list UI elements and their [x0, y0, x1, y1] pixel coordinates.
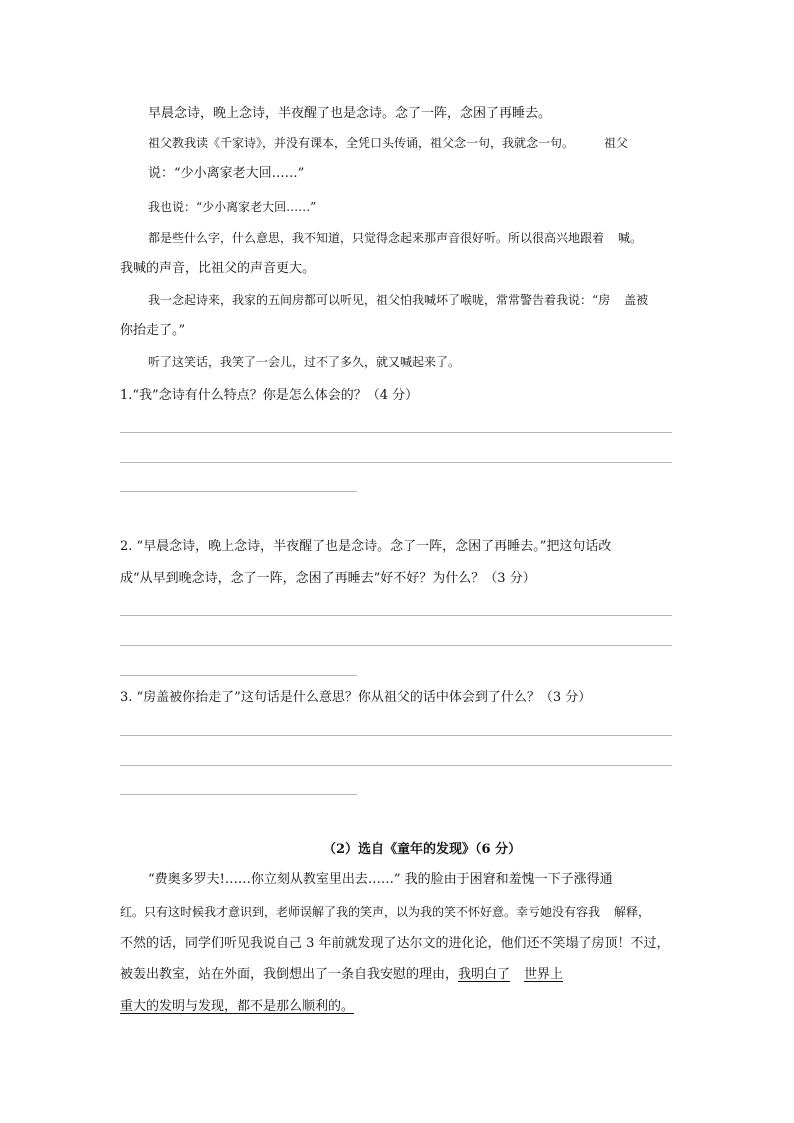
- question-2-line-1: 2. “早晨念诗，晚上念诗，半夜醒了也是念诗。念了一阵，念困了再睡去。”把这句话改: [120, 539, 612, 554]
- section2-line-1: “费奥多罗夫!……你立刻从教室里出去……” 我的脸由于困窘和羞愧一下子涨得通: [148, 872, 613, 887]
- passage-line-5: [148, 232, 642, 244]
- section2-line-2-text: 红。只有这时候我才意识到，老师误解了我的笑声，以为我的笑不怀好意。幸亏她没有容我: [120, 905, 601, 919]
- passage-line-1: 早晨念诗，晚上念诗，半夜醒了也是念诗。念了一阵，念困了再睡去。: [148, 106, 552, 121]
- section-heading: （2）选自《童年的发现》（6 分）: [323, 842, 522, 857]
- answer-line[interactable]: [120, 794, 357, 795]
- section2-line-2-tail: 解释，: [614, 905, 651, 919]
- passage-line-7-text: 我一念起诗来，我家的五间房都可以听见，祖父怕我喊坏了喉咙，常常警告着我说：“房: [148, 293, 611, 307]
- underlined-sentence-part-3: 重大的发明与发现，都不是那么顺利的。: [120, 999, 355, 1014]
- question-1: 1.“我”念诗有什么特点？你是怎么体会的？（4 分）: [120, 388, 419, 403]
- passage-line-5-text: 都是些什么字，什么意思，我不知道，只觉得念起来那声音很好听。所以很高兴地跟着: [148, 231, 605, 245]
- passage-line-9: 听了这笑话，我笑了一会儿，过不了多久，就又喊起来了。: [148, 355, 461, 369]
- underlined-sentence-part-2: 世界上: [524, 967, 564, 982]
- answer-line[interactable]: [120, 432, 672, 433]
- section2-line-4-text: 被轰出教室，站在外面，我倒想出了一条自我安慰的理由，: [120, 967, 459, 982]
- answer-line[interactable]: [120, 735, 672, 736]
- passage-line-4: 我也说：“少小离家老大回……”: [148, 200, 317, 214]
- answer-line[interactable]: [120, 491, 357, 492]
- answer-line[interactable]: [120, 462, 672, 463]
- passage-line-5-tail: 喊。: [618, 231, 643, 245]
- passage-line-2-tail: 祖父: [604, 136, 629, 150]
- answer-line[interactable]: [120, 765, 672, 766]
- section2-line-3: 不然的话，同学们听见我说自己 3 年前就发现了达尔文的进化论，他们还不笑塌了房顶！不过，: [120, 936, 670, 951]
- passage-line-3: 说：“少小离家老大回……”: [148, 166, 305, 181]
- underlined-sentence-part-1: 我明白了: [458, 967, 511, 982]
- question-3: 3. “房盖被你抬走了”这句话是什么意思？你从祖父的话中体会到了什么？（3 分）: [120, 690, 592, 705]
- answer-line[interactable]: [120, 615, 672, 616]
- section2-line-4: [120, 968, 563, 981]
- passage-line-7: [148, 294, 648, 306]
- passage-line-2-text: 祖父教我读《千家诗》，并没有课本，全凭口头传诵，祖父念一句，我就念一句。: [148, 136, 575, 150]
- passage-line-2: [148, 137, 628, 149]
- passage-line-7-tail: 盖被: [624, 293, 649, 307]
- answer-line[interactable]: [120, 675, 357, 676]
- question-2-line-2: 成“从早到晚念诗，念了一阵，念困了再睡去”好不好？为什么？（3 分）: [120, 571, 536, 586]
- passage-line-8: 你抬走了。”: [120, 323, 186, 338]
- section2-line-2: [120, 906, 650, 918]
- passage-line-6: 我喊的声音，比祖父的声音更大。: [120, 261, 316, 276]
- answer-line[interactable]: [120, 645, 672, 646]
